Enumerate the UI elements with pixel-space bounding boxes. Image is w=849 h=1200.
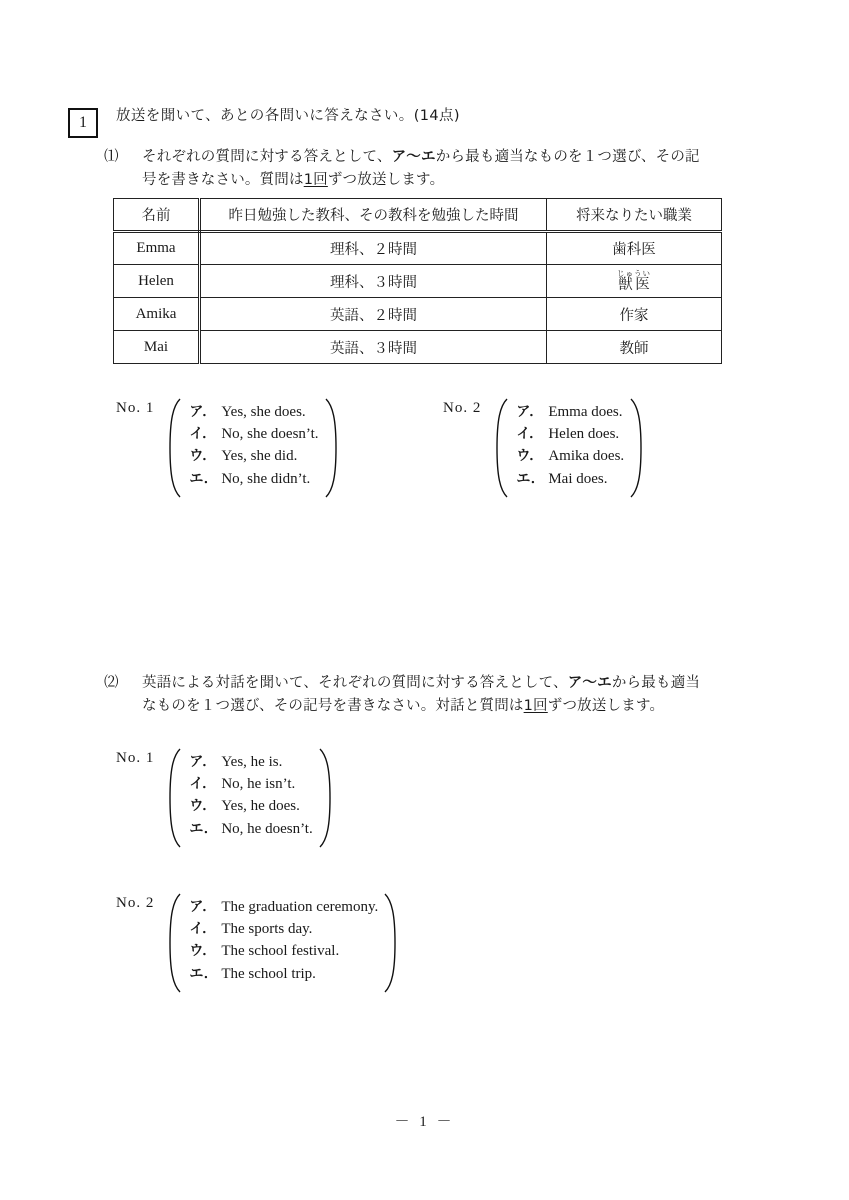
- choice-option[interactable]: [189, 751, 312, 773]
- choice-key: エ．: [189, 470, 218, 487]
- choice-text: Helen does.: [548, 426, 620, 443]
- cell-detail: 英語、２時間: [200, 298, 547, 331]
- choice-option[interactable]: [516, 401, 624, 423]
- cell-name: Mai: [114, 331, 200, 364]
- subquestion-2-body: [142, 672, 700, 719]
- page-footer: － 1 －: [394, 1114, 455, 1130]
- choice-key: ウ．: [189, 943, 217, 960]
- choice-option[interactable]: [189, 963, 378, 985]
- choice-no-label: No. 2: [116, 895, 155, 911]
- choice-options: [181, 893, 384, 993]
- choice-option[interactable]: [189, 795, 312, 817]
- choice-key: ア．: [516, 404, 544, 420]
- sq1-l1-pre: それぞれの質問に対する答えとして、: [142, 149, 392, 165]
- choice-bracket-group: [168, 398, 337, 498]
- table-header-job: 将来なりたい職業: [547, 199, 722, 232]
- question-heading-text: 放送を聞いて、あとの各問いに答えなさい。(14点): [116, 108, 460, 124]
- choice-option[interactable]: [189, 940, 378, 962]
- sq2-l1-bold: ア～エ: [567, 675, 612, 691]
- right-brace-icon: [325, 398, 338, 498]
- choice-bracket-group: [495, 398, 643, 498]
- choice-text: Yes, she did.: [221, 448, 298, 465]
- choice-options: [181, 398, 324, 498]
- choice-option[interactable]: [189, 896, 378, 918]
- choice-text: Yes, he does.: [221, 798, 300, 815]
- cell-job: 教師: [547, 331, 722, 364]
- choice-key: イ．: [516, 426, 544, 443]
- choice-bracket-group: [168, 748, 331, 848]
- choice-key: イ．: [189, 921, 217, 938]
- table-row: [114, 265, 722, 298]
- choice-key: エ．: [189, 965, 218, 982]
- cell-job: 作家: [547, 298, 722, 331]
- ruby-job: [617, 268, 651, 293]
- subquestion-1-label: ⑴: [104, 149, 119, 165]
- sq1-l2-underline: 1回: [303, 172, 328, 189]
- choice-key: ウ．: [189, 798, 217, 815]
- question-heading: [68, 107, 460, 138]
- choice-text: Mai does.: [548, 470, 608, 487]
- sq1-l2-post: ずつ放送します。: [327, 172, 445, 189]
- choice-option[interactable]: [189, 445, 318, 467]
- choice-block-q1-no1: [116, 398, 338, 498]
- subquestion-2-line-1: [142, 672, 700, 695]
- choice-key: ウ．: [516, 448, 544, 465]
- left-brace-icon: [168, 398, 181, 498]
- choice-text: The sports day.: [221, 921, 313, 938]
- table-header-detail: 昨日勉強した教科、その教科を勉強した時間: [200, 199, 547, 232]
- table-row: [114, 331, 722, 364]
- sq2-l2-pre: なものを１つ選び、その記号を書きなさい。対話と質問は: [142, 698, 524, 715]
- table-row: [114, 232, 722, 265]
- right-brace-icon: [319, 748, 332, 848]
- choice-text: The school festival.: [221, 943, 340, 960]
- sq2-l2-post: ずつ放送します。: [547, 698, 665, 715]
- table-body: [114, 232, 722, 364]
- subquestion-2-label: ⑵: [104, 675, 119, 691]
- choice-option[interactable]: [189, 423, 318, 445]
- choice-option[interactable]: [189, 773, 312, 795]
- subquestion-2-line-2: [142, 695, 700, 718]
- sq2-l1-pre: 英語による対話を聞いて、それぞれの質問に対する答えとして、: [142, 675, 568, 691]
- choice-no-label: No. 1: [116, 400, 155, 416]
- choice-key: エ．: [516, 470, 545, 487]
- choice-option[interactable]: [516, 445, 624, 467]
- choice-key: ウ．: [189, 448, 217, 465]
- choice-bracket-group: [168, 893, 397, 993]
- choice-key: ア．: [189, 404, 217, 420]
- student-info-table-wrap: [113, 198, 722, 364]
- choice-text: No, he isn’t.: [221, 776, 296, 793]
- choice-block-q1-no2: [443, 398, 643, 498]
- table-header-name: 名前: [114, 199, 200, 232]
- sq1-l1-post: から最も適当なものを１つ選び、その記: [435, 149, 700, 165]
- table-header-row: [114, 199, 722, 232]
- sq2-l2-underline: 1回: [523, 698, 548, 715]
- left-brace-icon: [495, 398, 508, 498]
- subquestion-1-line-1: [142, 146, 700, 169]
- sq1-l1-bold: ア～エ: [391, 149, 436, 165]
- subquestion-1-body: [142, 146, 700, 193]
- choice-text: No, he doesn’t.: [221, 820, 313, 837]
- cell-name: Emma: [114, 232, 200, 265]
- right-brace-icon: [384, 893, 397, 993]
- subquestion-1: [104, 146, 774, 193]
- choice-option[interactable]: [189, 818, 312, 840]
- right-brace-icon: [630, 398, 643, 498]
- left-brace-icon: [168, 893, 181, 993]
- choice-block-q2-no2: [116, 893, 397, 993]
- cell-job-ruby: [547, 265, 722, 298]
- cell-name: Helen: [114, 265, 200, 298]
- choice-text: Emma does.: [548, 404, 623, 420]
- choice-text: Amika does.: [548, 448, 625, 465]
- choice-text: The school trip.: [221, 965, 316, 982]
- choice-options: [508, 398, 630, 498]
- choice-key: ア．: [189, 754, 217, 770]
- choice-text: Yes, she does.: [221, 404, 306, 420]
- ruby-base: 獣医: [617, 276, 651, 293]
- cell-name: Amika: [114, 298, 200, 331]
- choice-key: イ．: [189, 426, 217, 443]
- choice-option[interactable]: [189, 468, 318, 490]
- choice-text: No, she doesn’t.: [221, 426, 319, 443]
- cell-detail: 理科、３時間: [200, 265, 547, 298]
- choice-no-label: No. 2: [443, 400, 482, 416]
- question-number-box: 1: [68, 108, 98, 138]
- choice-key: エ．: [189, 820, 218, 837]
- sq2-l1-post: から最も適当: [611, 675, 701, 691]
- sq1-l2-pre: 号を書きなさい。質問は: [142, 172, 304, 189]
- choice-text: Yes, he is.: [221, 754, 283, 770]
- subquestion-1-line-2: [142, 169, 700, 192]
- student-info-table: [113, 198, 722, 364]
- choice-key: イ．: [189, 776, 217, 793]
- choice-key: ア．: [189, 899, 217, 915]
- choice-option[interactable]: [516, 468, 624, 490]
- subquestion-2: [104, 672, 784, 719]
- choice-options: [181, 748, 318, 848]
- ruby-furigana: じゅうい: [617, 268, 651, 278]
- choice-option[interactable]: [189, 401, 318, 423]
- choice-option[interactable]: [189, 918, 378, 940]
- cell-job: 歯科医: [547, 232, 722, 265]
- choice-text: The graduation ceremony.: [221, 899, 379, 915]
- cell-detail: 理科、２時間: [200, 232, 547, 265]
- choice-text: No, she didn’t.: [221, 470, 311, 487]
- left-brace-icon: [168, 748, 181, 848]
- choice-option[interactable]: [516, 423, 624, 445]
- choice-no-label: No. 1: [116, 750, 155, 766]
- table-row: [114, 298, 722, 331]
- choice-block-q2-no1: [116, 748, 332, 848]
- table-head: [114, 199, 722, 232]
- cell-detail: 英語、３時間: [200, 331, 547, 364]
